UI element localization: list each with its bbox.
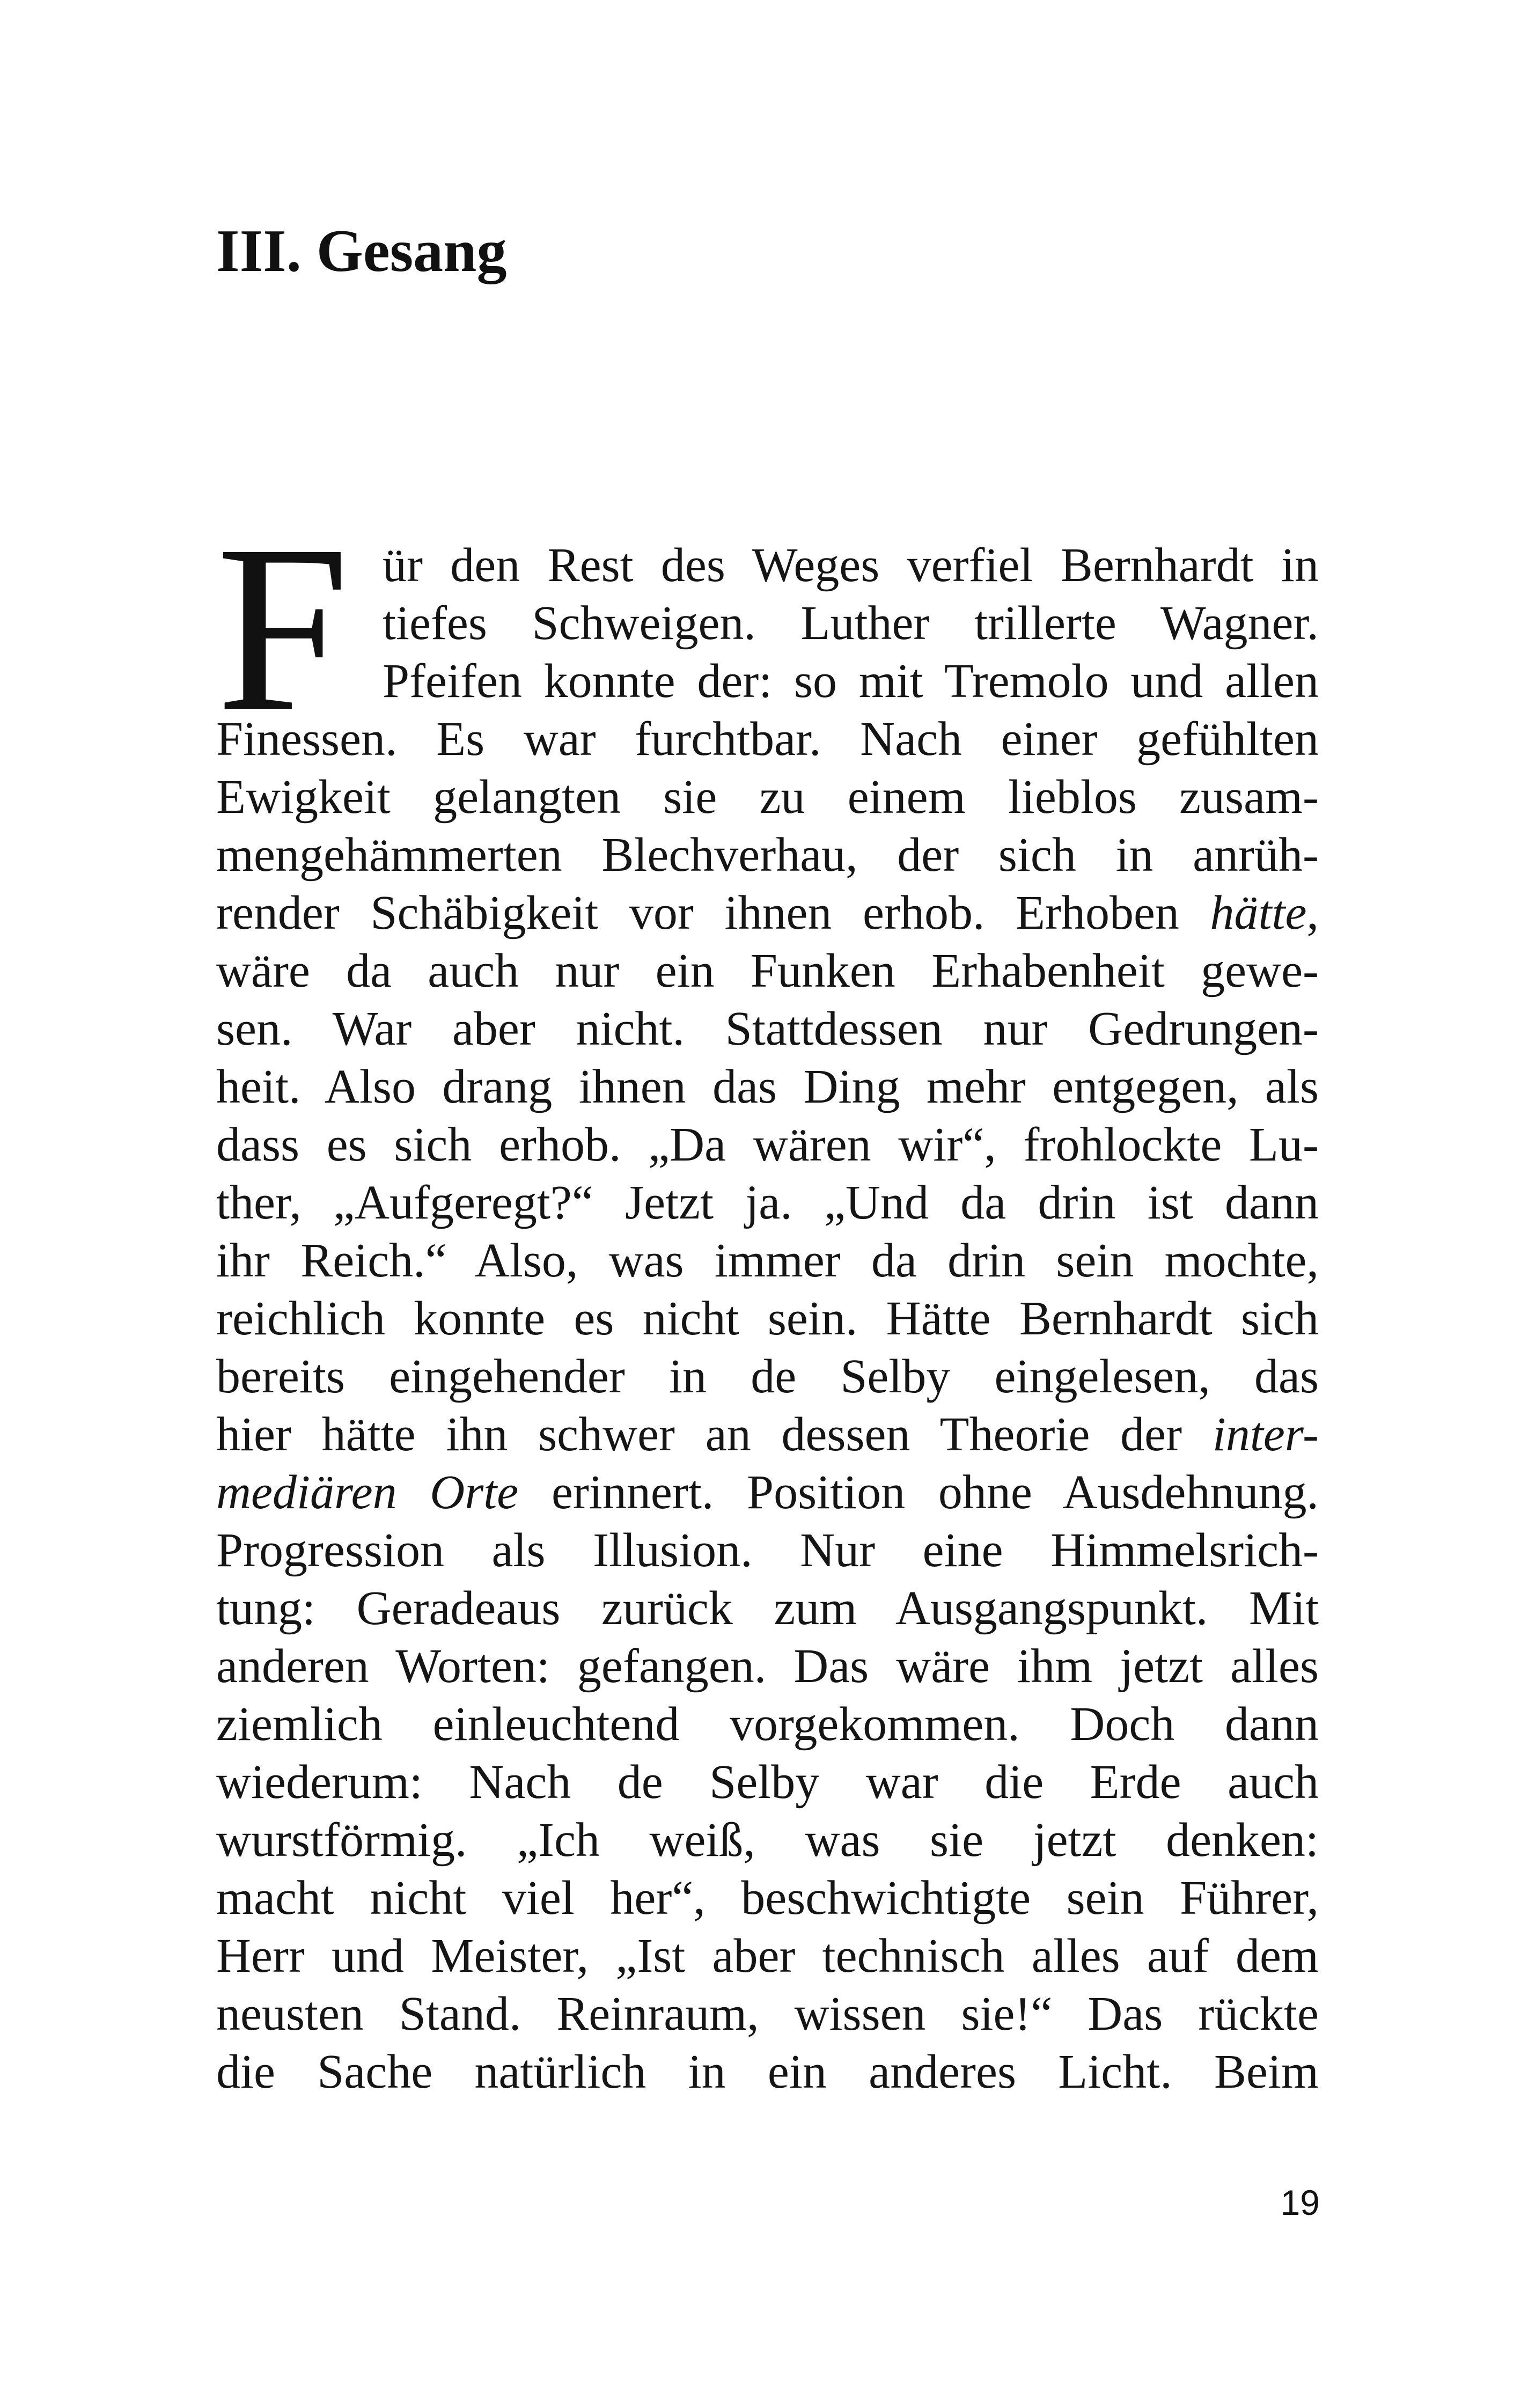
text-line: neusten Stand. Reinraum, wissen sie!“ Das rückte: [216, 1987, 1319, 2040]
chapter-title: III. Gesang: [216, 218, 507, 284]
text-segment: hier hätte ihn schwer an dessen Theorie der: [216, 1408, 1213, 1461]
text-line: Herr und Meister, „Ist aber technisch alles auf dem: [216, 1929, 1319, 1983]
text-line: macht nicht viel her“, beschwichtigte sein Führer,: [216, 1871, 1319, 1925]
text-line: Finessen. Es war furchtbar. Nach einer gefühlten: [216, 713, 1319, 766]
text-line: Progression als Illusion. Nur eine Himmelsrich-: [216, 1524, 1319, 1577]
body-text: [216, 496, 1319, 2101]
text-line: anderen Worten: gefangen. Das wäre ihm jetzt alles: [216, 1640, 1319, 1693]
text-line: [216, 884, 1319, 942]
text-line: wiederum: Nach de Selby war die Erde auch: [216, 1756, 1319, 1809]
text-line: [216, 1406, 1319, 1464]
text-line: sen. War aber nicht. Stattdessen nur Gedrungen-: [216, 1002, 1319, 1055]
text-line: Pfeifen konnte der: so mit Tremolo und allen: [383, 655, 1319, 708]
text-line: heit. Also drang ihnen das Ding mehr entgegen, als: [216, 1060, 1319, 1113]
text-line: ihr Reich.“ Also, was immer da drin sein mochte,: [216, 1234, 1319, 1287]
text-line: ür den Rest des Weges verfiel Bernhardt in: [383, 539, 1319, 592]
text-line: ziemlich einleuchtend vorgekommen. Doch dann: [216, 1698, 1319, 1751]
text-line: ther, „Aufgeregt?“ Jetzt ja. „Und da drin ist dann: [216, 1176, 1319, 1229]
text-line: dass es sich erhob. „Da wären wir“, frohlockte Lu-: [216, 1118, 1319, 1171]
text-line: Ewigkeit gelangten sie zu einem lieblos zusam-: [216, 770, 1319, 824]
text-line: reichlich konnte es nicht sein. Hätte Bernhardt sich: [216, 1292, 1319, 1345]
text-line: mengehämmerten Blechverhau, der sich in anrüh-: [216, 828, 1319, 882]
text-line: tung: Geradeaus zurück zum Ausgangspunkt. Mit: [216, 1582, 1319, 1635]
italic-emphasis: inter-: [1212, 1408, 1319, 1461]
page-number: 19: [1280, 2183, 1320, 2222]
text-segment: render Schäbigkeit vor ihnen erhob. Erhoben: [216, 886, 1210, 939]
text-line: wurstförmig. „Ich weiß, was sie jetzt denken:: [216, 1814, 1319, 1867]
text-line: bereits eingehender in de Selby eingelesen, das: [216, 1350, 1319, 1403]
italic-emphasis: hätte: [1210, 886, 1307, 939]
text-segment: erinnert. Position ohne Ausdehnung.: [518, 1466, 1319, 1519]
text-line: die Sache natürlich in ein anderes Licht. Beim: [216, 2045, 1319, 2098]
text-line: [216, 1464, 1319, 1522]
text-line: tiefes Schweigen. Luther trillerte Wagner.: [383, 597, 1319, 650]
text-segment: ,: [1306, 886, 1319, 939]
drop-cap-letter: F: [216, 496, 350, 761]
italic-emphasis: mediären Orte: [216, 1466, 519, 1519]
text-line: wäre da auch nur ein Funken Erhabenheit gewe-: [216, 944, 1319, 997]
